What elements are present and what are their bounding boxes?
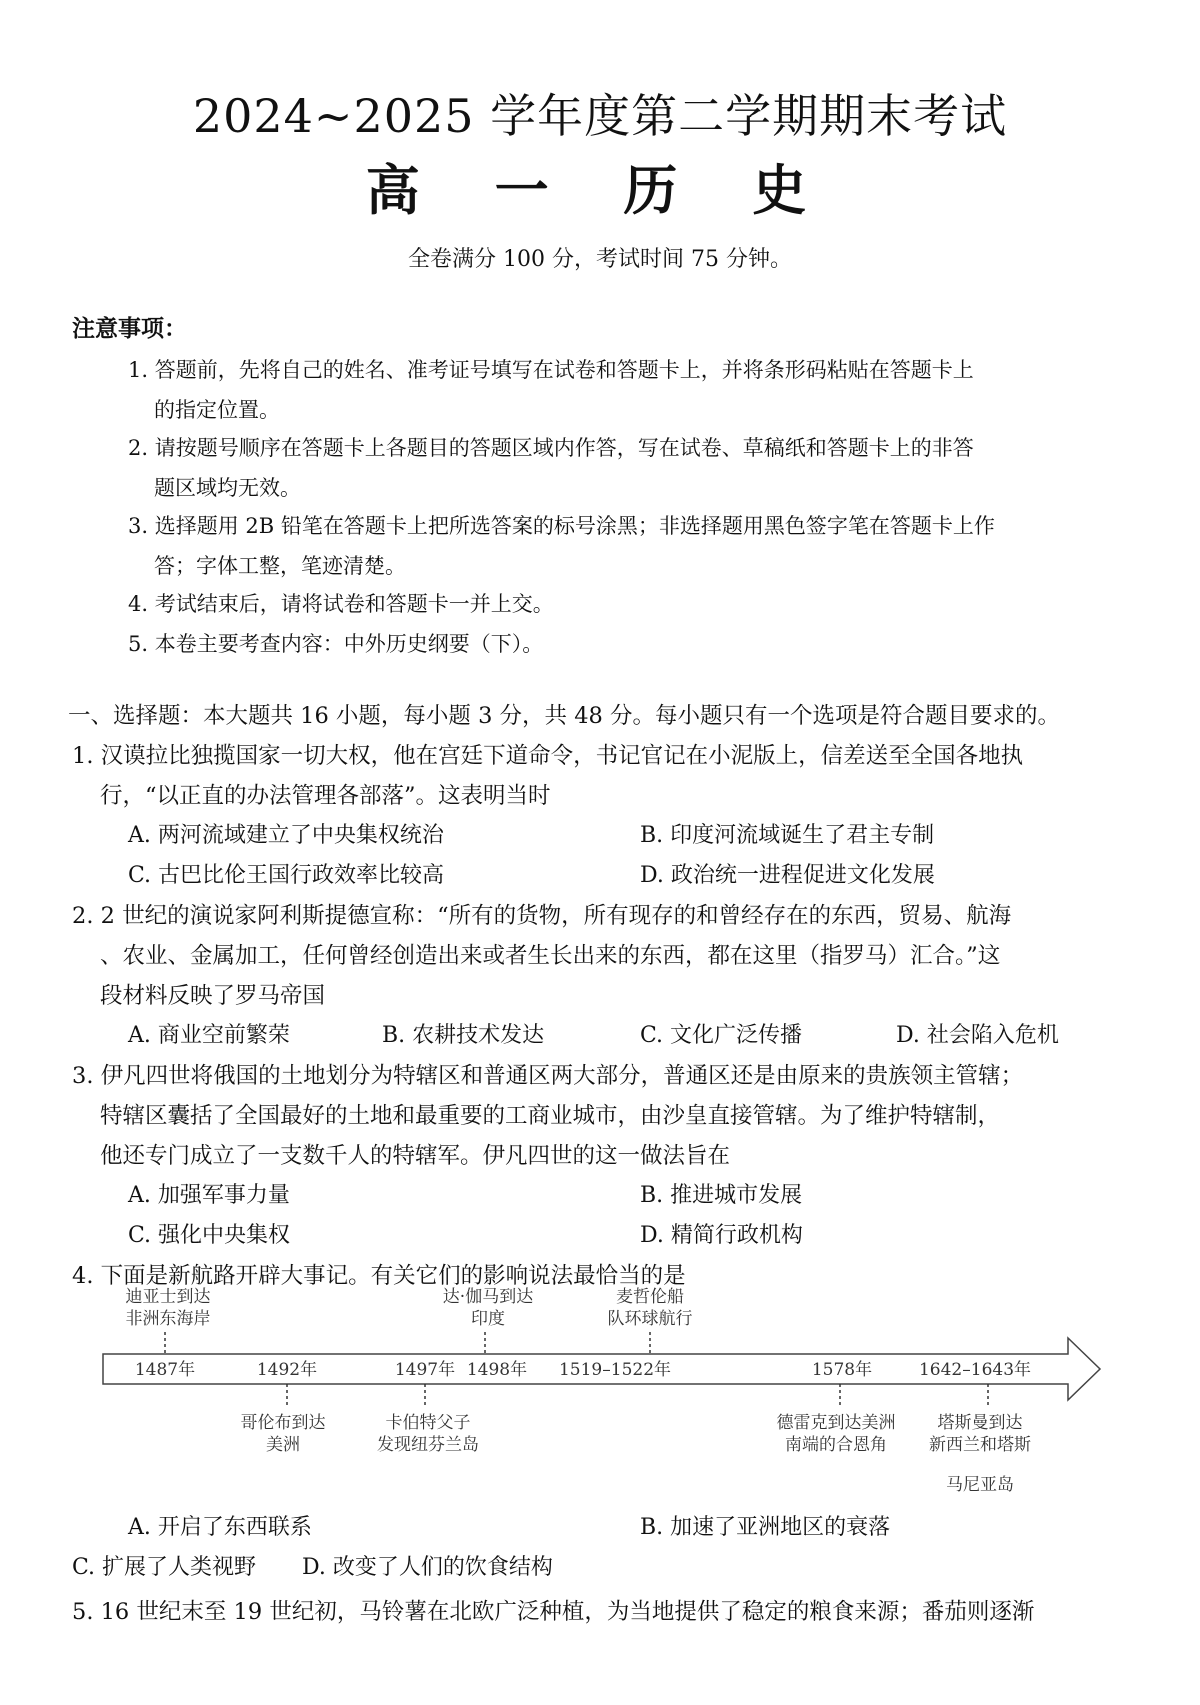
option-c[interactable]: C. 古巴比伦王国行政效率比较高: [128, 863, 445, 888]
question-3-line: 特辖区囊括了全国最好的土地和最重要的工商业城市，由沙皇直接管辖。为了维护特辖制，: [100, 1103, 1001, 1129]
exam-title: 2024~2025 学年度第二学期期末考试: [192, 89, 1008, 143]
option-b[interactable]: B. 农耕技术发达: [382, 1023, 545, 1048]
option-c[interactable]: C. 文化广泛传播: [640, 1023, 803, 1048]
question-3-line: 3. 伊凡四世将俄国的土地划分为特辖区和普通区两大部分，普通区还是由原来的贵族领主管辖；: [72, 1063, 1024, 1089]
notice-item: [128, 350, 1138, 430]
exam-meta: 全卷满分 100 分，考试时间 75 分钟。: [408, 247, 792, 272]
option-a[interactable]: A. 加强军事力量: [128, 1183, 290, 1208]
event-label: 马尼亚岛: [946, 1475, 1014, 1495]
notice-line: 题区域均无效。: [154, 476, 301, 500]
notice-line: 1. 答题前，先将自己的姓名、准考证号填写在试卷和答题卡上，并将条形码粘贴在答题卡上: [128, 358, 974, 382]
option-d[interactable]: D. 社会陷入危机: [896, 1023, 1059, 1048]
year-label: 1578年: [811, 1360, 873, 1380]
question-3-line: 他还专门成立了一支数千人的特辖军。伊凡四世的这一做法旨在: [100, 1143, 731, 1169]
option-b[interactable]: B. 加速了亚洲地区的衰落: [640, 1515, 891, 1540]
year-label: 1642–1643年: [918, 1360, 1032, 1380]
event-label: 非洲东海岸: [125, 1309, 211, 1329]
section-heading: 一、选择题：本大题共 16 小题，每小题 3 分，共 48 分。每小题只有一个选项是符合题目要求的。: [68, 703, 1060, 729]
question-1-line: 1. 汉谟拉比独揽国家一切大权，他在宫廷下道命令，书记官记在小泥版上，信差送至全国各地执: [72, 743, 1024, 769]
event-label: 新西兰和塔斯: [929, 1435, 1031, 1455]
option-b[interactable]: B. 推进城市发展: [640, 1183, 803, 1208]
event-label: 德雷克到达美洲: [776, 1413, 896, 1433]
notice-line: 5. 本卷主要考查内容：中外历史纲要（下）。: [128, 632, 544, 656]
notice-line: 4. 考试结束后，请将试卷和答题卡一并上交。: [128, 592, 554, 616]
option-a[interactable]: A. 商业空前繁荣: [128, 1023, 290, 1048]
question-1-line: 行，“以正直的办法管理各部落”。这表明当时: [100, 783, 551, 809]
notice-item: [128, 624, 1138, 664]
event-label: 塔斯曼到达: [937, 1413, 1023, 1433]
event-label: 发现纽芬兰岛: [377, 1435, 479, 1455]
event-label: 印度: [471, 1309, 505, 1329]
question-5-line: 5. 16 世纪末至 19 世纪初，马铃薯在北欧广泛种植，为当地提供了稳定的粮食来源；番茄则逐渐: [72, 1599, 1035, 1625]
event-label: 南端的合恩角: [785, 1435, 887, 1455]
notice-heading: 注意事项：: [72, 316, 187, 342]
option-a[interactable]: A. 两河流域建立了中央集权统治: [128, 823, 444, 848]
question-4-line: 4. 下面是新航路开辟大事记。有关它们的影响说法最恰当的是: [72, 1263, 686, 1289]
year-label: 1519–1522年: [558, 1360, 672, 1380]
event-label: 队环球航行: [607, 1309, 693, 1329]
event-label: 卡伯特父子: [385, 1413, 471, 1433]
voyage-timeline: [0, 1282, 1200, 1462]
option-d[interactable]: D. 政治统一进程促进文化发展: [640, 863, 935, 888]
question-2-line: 段材料反映了罗马帝国: [100, 983, 326, 1009]
option-a[interactable]: A. 开启了东西联系: [128, 1515, 312, 1540]
event-label: 达·伽马到达: [442, 1287, 534, 1307]
notice-line: 答；字体工整，笔迹清楚。: [154, 554, 406, 578]
question-2-line: 2. 2 世纪的演说家阿利斯提德宣称：“所有的货物，所有现存的和曾经存在的东西，贸易、航海: [72, 903, 1012, 929]
subject-title: 高 一 历 史: [365, 158, 835, 222]
notice-line: 3. 选择题用 2B 铅笔在答题卡上把所选答案的标号涂黑；非选择题用黑色签字笔在答题卡上作: [128, 514, 995, 538]
option-c[interactable]: C. 强化中央集权: [128, 1223, 291, 1248]
question-2-line: 、农业、金属加工，任何曾经创造出来或者生长出来的东西，都在这里（指罗马）汇合。”这: [100, 943, 1001, 969]
option-c[interactable]: C. 扩展了人类视野: [72, 1555, 257, 1580]
notice-line: 2. 请按题号顺序在答题卡上各题目的答题区域内作答，写在试卷、草稿纸和答题卡上的非答: [128, 436, 974, 460]
option-d[interactable]: D. 精简行政机构: [640, 1223, 803, 1248]
year-label: 1497年: [394, 1360, 456, 1380]
event-label: 美洲: [266, 1435, 300, 1455]
year-label: 1498年: [466, 1360, 528, 1380]
event-label: 哥伦布到达: [240, 1413, 326, 1433]
notice-item: [128, 506, 1138, 586]
year-label: 1492年: [256, 1360, 318, 1380]
event-label: 迪亚士到达: [125, 1287, 211, 1307]
year-label: 1487年: [134, 1360, 196, 1380]
notice-item: [128, 428, 1138, 508]
option-d[interactable]: D. 改变了人们的饮食结构: [302, 1555, 553, 1580]
notice-line: 的指定位置。: [154, 398, 280, 422]
notice-item: [128, 584, 1138, 624]
option-b[interactable]: B. 印度河流域诞生了君主专制: [640, 823, 935, 848]
event-label: 麦哲伦船: [616, 1287, 684, 1307]
